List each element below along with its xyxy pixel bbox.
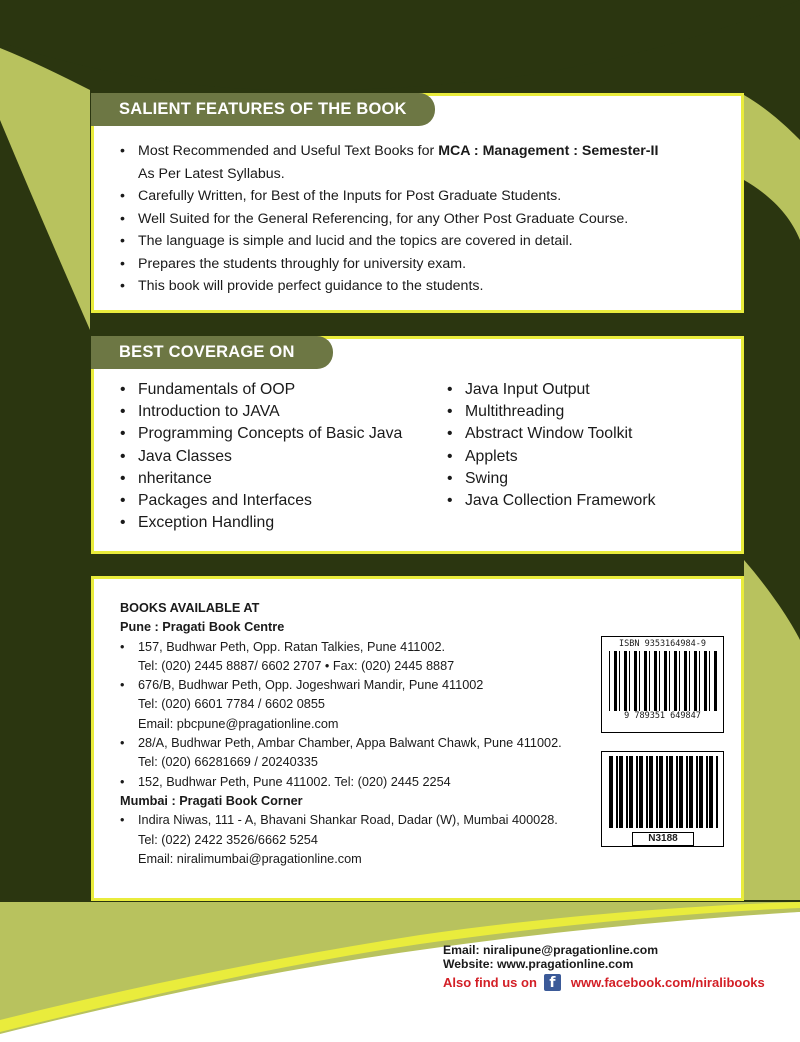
coverage-item: • Java Classes — [120, 446, 440, 468]
pune-store-list — [120, 638, 610, 792]
address-line: • 28/A, Budhwar Peth, Ambar Chamber, Appa Balwant Chawk, Pune 411002. — [138, 736, 562, 751]
feature-item: • The language is simple and lucid and the topics are covered in detail. — [120, 230, 720, 253]
mumbai-store-list — [120, 811, 610, 869]
coverage-item: • Swing — [447, 468, 727, 490]
contact-website[interactable]: Website: www.pragationline.com — [443, 956, 634, 971]
product-code: N3188 — [632, 832, 694, 846]
coverage-item: • Java Collection Framework — [447, 490, 727, 512]
availability-heading: BOOKS AVAILABLE AT — [120, 601, 260, 615]
store-address — [120, 638, 610, 677]
isbn-barcode — [601, 636, 724, 733]
isbn-text: ISBN 9353164984-9 — [619, 639, 706, 649]
best-coverage-panel — [91, 336, 744, 554]
coverage-item: • Packages and Interfaces — [120, 490, 440, 512]
salient-features-panel — [91, 93, 744, 313]
availability-panel — [91, 576, 744, 901]
facebook-icon[interactable]: f — [544, 974, 561, 991]
salient-features-heading: SALIENT FEATURES OF THE BOOK — [91, 93, 435, 126]
mumbai-store-heading: Mumbai : Pragati Book Corner — [120, 793, 303, 808]
coverage-item: • Abstract Window Toolkit — [447, 423, 727, 445]
phone-line: Tel: (020) 66281669 / 20240335 — [138, 755, 318, 770]
phone-line: Tel: (022) 2422 3526/6662 5254 — [138, 832, 318, 847]
phone-line: Tel: (020) 2445 8887/ 6602 2707 • Fax: (020) 2445 8887 — [138, 658, 455, 673]
address-line: • Indira Niwas, 111 - A, Bhavani Shankar Road, Dadar (W), Mumbai 400028. — [138, 813, 558, 828]
coverage-item: • Programming Concepts of Basic Java — [120, 423, 440, 445]
feature-text: Most Recommended and Useful Text Books for — [138, 143, 439, 159]
coverage-item: • Java Input Output — [447, 379, 727, 401]
coverage-item: • Exception Handling — [120, 512, 440, 534]
coverage-item: • nheritance — [120, 468, 440, 490]
address-line: • 676/B, Budhwar Peth, Opp. Jogeshwari Mandir, Pune 411002 — [138, 678, 484, 693]
feature-item — [120, 140, 720, 185]
coverage-item: • Applets — [447, 446, 727, 468]
barcode-number: 9 789351 649847 — [624, 711, 701, 721]
email-line: Email: pbcpune@pragationline.com — [138, 716, 339, 731]
barcode-bars-icon — [607, 651, 719, 711]
barcode-bars-icon — [607, 756, 719, 828]
coverage-list-right — [447, 379, 727, 512]
store-address — [120, 676, 610, 734]
also-find-label: Also find us on — [443, 974, 537, 990]
contact-email[interactable]: Email: niralipune@pragationline.com — [443, 943, 659, 957]
price-barcode — [601, 751, 724, 847]
feature-text: As Per Latest Syllabus. — [138, 165, 285, 182]
coverage-list-left — [120, 379, 440, 534]
best-coverage-heading: BEST COVERAGE ON — [91, 336, 333, 369]
coverage-item: • Multithreading — [447, 401, 727, 423]
feature-item: • Carefully Written, for Best of the Inputs for Post Graduate Students. — [120, 185, 720, 208]
address-line: • 152, Budhwar Peth, Pune 411002. Tel: (020) 2445 2254 — [138, 774, 451, 789]
coverage-item: • Fundamentals of OOP — [120, 379, 440, 401]
publisher-contact — [443, 944, 765, 991]
phone-line: Tel: (020) 6601 7784 / 6602 0855 — [138, 697, 325, 712]
pune-store-heading: Pune : Pragati Book Centre — [120, 620, 285, 635]
social-line — [443, 974, 765, 991]
store-address — [120, 773, 610, 792]
availability-info — [120, 599, 610, 869]
feature-item: • This book will provide perfect guidance to the students. — [120, 275, 720, 298]
email-line: Email: niralimumbai@pragationline.com — [138, 851, 362, 866]
store-address — [120, 734, 610, 773]
feature-course-name: MCA : Management : Semester-II — [438, 143, 659, 159]
facebook-link[interactable]: www.facebook.com/niralibooks — [570, 974, 765, 990]
feature-item: • Well Suited for the General Referencing, for any Other Post Graduate Course. — [120, 208, 720, 231]
feature-item: • Prepares the students throughly for university exam. — [120, 253, 720, 276]
coverage-item: • Introduction to JAVA — [120, 401, 440, 423]
address-line: • 157, Budhwar Peth, Opp. Ratan Talkies, Pune 411002. — [138, 639, 446, 654]
store-address — [120, 811, 610, 869]
features-list — [120, 140, 720, 298]
